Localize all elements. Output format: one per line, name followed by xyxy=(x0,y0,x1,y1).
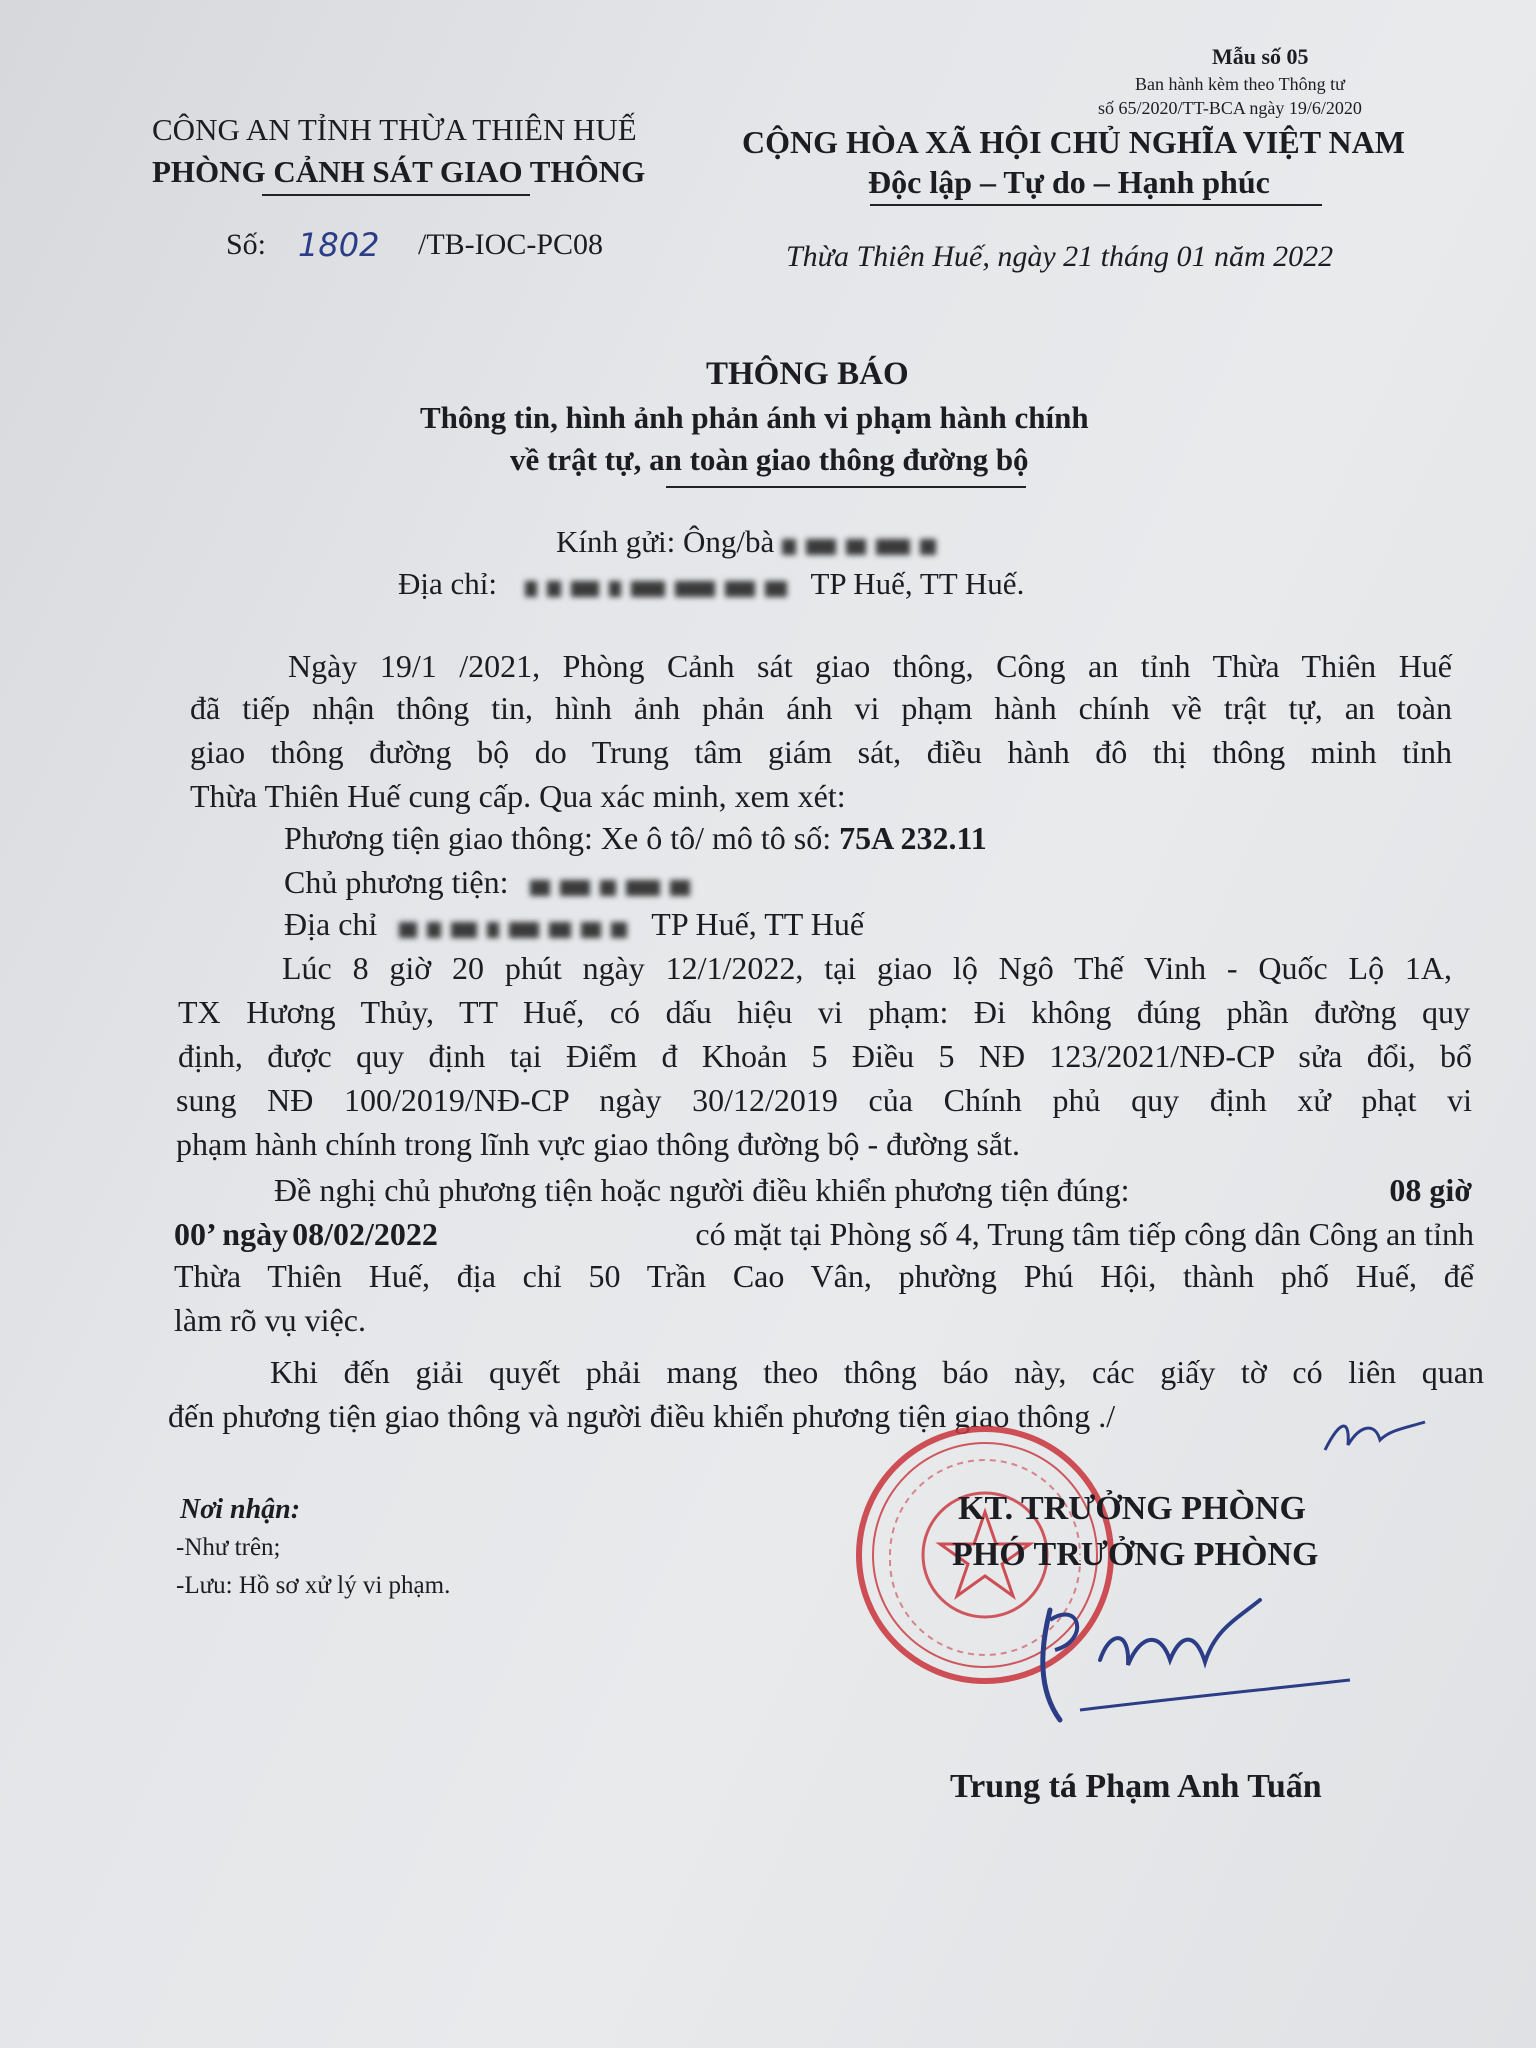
department-name: PHÒNG CẢNH SÁT GIAO THÔNG xyxy=(152,154,646,189)
initials-mark xyxy=(1320,1410,1430,1460)
closing-line2: đến phương tiện giao thông và người điều khiển phương tiện giao thông ./ xyxy=(168,1398,1116,1434)
agency-name: CÔNG AN TỈNH THỪA THIÊN HUẾ xyxy=(152,112,637,147)
recipient-item-2: -Lưu: Hồ sơ xử lý vi phạm. xyxy=(176,1572,451,1599)
request-time-minutes: 00’ ngày xyxy=(174,1216,289,1252)
violation-line5: phạm hành chính trong lĩnh vực giao thông đường bộ - đường sắt. xyxy=(176,1126,1020,1162)
national-title: CỘNG HÒA XÃ HỘI CHỦ NGHĨA VIỆT NAM xyxy=(742,124,1405,160)
violation-line4: sung NĐ 100/2019/NĐ-CP ngày 30/12/2019 của Chính phủ quy định xử phạt vi xyxy=(176,1082,1472,1118)
body-p1-line2: đã tiếp nhận thông tin, hình ảnh phản ánh vi phạm hành chính về trật tự, an toàn xyxy=(190,690,1452,726)
doc-number-label: Số: xyxy=(226,228,267,261)
motto-underline xyxy=(870,204,1322,206)
handwritten-signature xyxy=(1020,1590,1380,1730)
issue-date: Thừa Thiên Huế, ngày 21 tháng 01 năm 2022 xyxy=(786,240,1334,273)
recipient-item-1: -Như trên; xyxy=(176,1534,281,1561)
form-issued-line2: số 65/2020/TT-BCA ngày 19/6/2020 xyxy=(1098,98,1362,118)
form-issued-line1: Ban hành kèm theo Thông tư xyxy=(1135,74,1345,94)
owner-address-label: Địa chỉ xyxy=(284,906,378,942)
redacted-owner-address xyxy=(399,909,637,946)
owner-address-line xyxy=(284,906,864,946)
request-line4: làm rõ vụ việc. xyxy=(174,1302,366,1338)
signer-name: Trung tá Phạm Anh Tuấn xyxy=(950,1768,1322,1805)
request-line3: Thừa Thiên Huế, địa chỉ 50 Trần Cao Vân, phường Phú Hội, thành phố Huế, để xyxy=(174,1258,1474,1294)
request-place: có mặt tại Phòng số 4, Trung tâm tiếp công dân Công an tỉnh xyxy=(695,1216,1474,1252)
violation-line3: định, được quy định tại Điểm đ Khoản 5 Điều 5 NĐ 123/2021/NĐ-CP sửa đổi, bổ xyxy=(178,1038,1472,1074)
redacted-recipient-address xyxy=(525,569,797,605)
recipient-line xyxy=(556,524,946,563)
doc-number-suffix: /TB-IOC-PC08 xyxy=(418,228,604,261)
notice-subtitle-2: về trật tự, an toàn giao thông đường bộ xyxy=(510,442,1029,477)
violation-line2: TX Hương Thủy, TT Huế, có dấu hiệu vi phạm: Đi không đúng phần đường quy xyxy=(178,994,1470,1030)
notice-subtitle-1: Thông tin, hình ảnh phản ánh vi phạm hành chính xyxy=(420,400,1089,435)
recipient-address-label: Địa chỉ: xyxy=(398,566,497,601)
request-time: 08 giờ xyxy=(1389,1172,1472,1208)
owner-line xyxy=(284,864,700,904)
request-text: Đề nghị chủ phương tiện hoặc người điều khiển phương tiện đúng: xyxy=(274,1172,1130,1208)
notice-title: THÔNG BÁO xyxy=(706,356,909,392)
recipient-address-suffix: TP Huế, TT Huế. xyxy=(810,566,1025,601)
form-number: Mẫu số 05 xyxy=(1212,44,1309,69)
request-line2 xyxy=(174,1216,1474,1253)
department-underline xyxy=(262,194,530,196)
body-p1-line4: Thừa Thiên Huế cung cấp. Qua xác minh, xem xét: xyxy=(190,778,846,814)
closing-line1: Khi đến giải quyết phải mang theo thông báo này, các giấy tờ có liên quan xyxy=(270,1354,1484,1390)
sign-title-2: PHÓ TRƯỞNG PHÒNG xyxy=(952,1536,1319,1573)
vehicle-line xyxy=(284,820,987,857)
vehicle-label: Phương tiện giao thông: Xe ô tô/ mô tô số: xyxy=(284,820,832,856)
redacted-owner-name xyxy=(530,867,700,904)
recipient-label: Kính gửi: Ông/bà xyxy=(556,524,775,559)
vehicle-plate: 75A 232.11 xyxy=(839,820,987,856)
request-line1 xyxy=(274,1172,1472,1209)
violation-line1: Lúc 8 giờ 20 phút ngày 12/1/2022, tại giao lộ Ngô Thế Vinh - Quốc Lộ 1A, xyxy=(282,950,1452,986)
national-motto: Độc lập – Tự do – Hạnh phúc xyxy=(868,164,1270,200)
request-date: 08/02/2022 xyxy=(292,1216,438,1252)
body-p1-line3: giao thông đường bộ do Trung tâm giám sát, điều hành đô thị thông minh tỉnh xyxy=(190,734,1452,770)
doc-number-handwritten: 1802 xyxy=(298,226,380,264)
body-p1-line1: Ngày 19/1 /2021, Phòng Cảnh sát giao thông, Công an tỉnh Thừa Thiên Huế xyxy=(288,648,1452,684)
redacted-recipient-name xyxy=(782,527,946,563)
owner-label: Chủ phương tiện: xyxy=(284,864,509,900)
recipient-address-line xyxy=(398,566,1024,605)
owner-address-suffix: TP Huế, TT Huế xyxy=(651,906,865,942)
sign-title-1: KT. TRƯỞNG PHÒNG xyxy=(958,1490,1306,1527)
recipients-title: Nơi nhận: xyxy=(180,1494,301,1525)
title-underline xyxy=(666,486,1026,488)
